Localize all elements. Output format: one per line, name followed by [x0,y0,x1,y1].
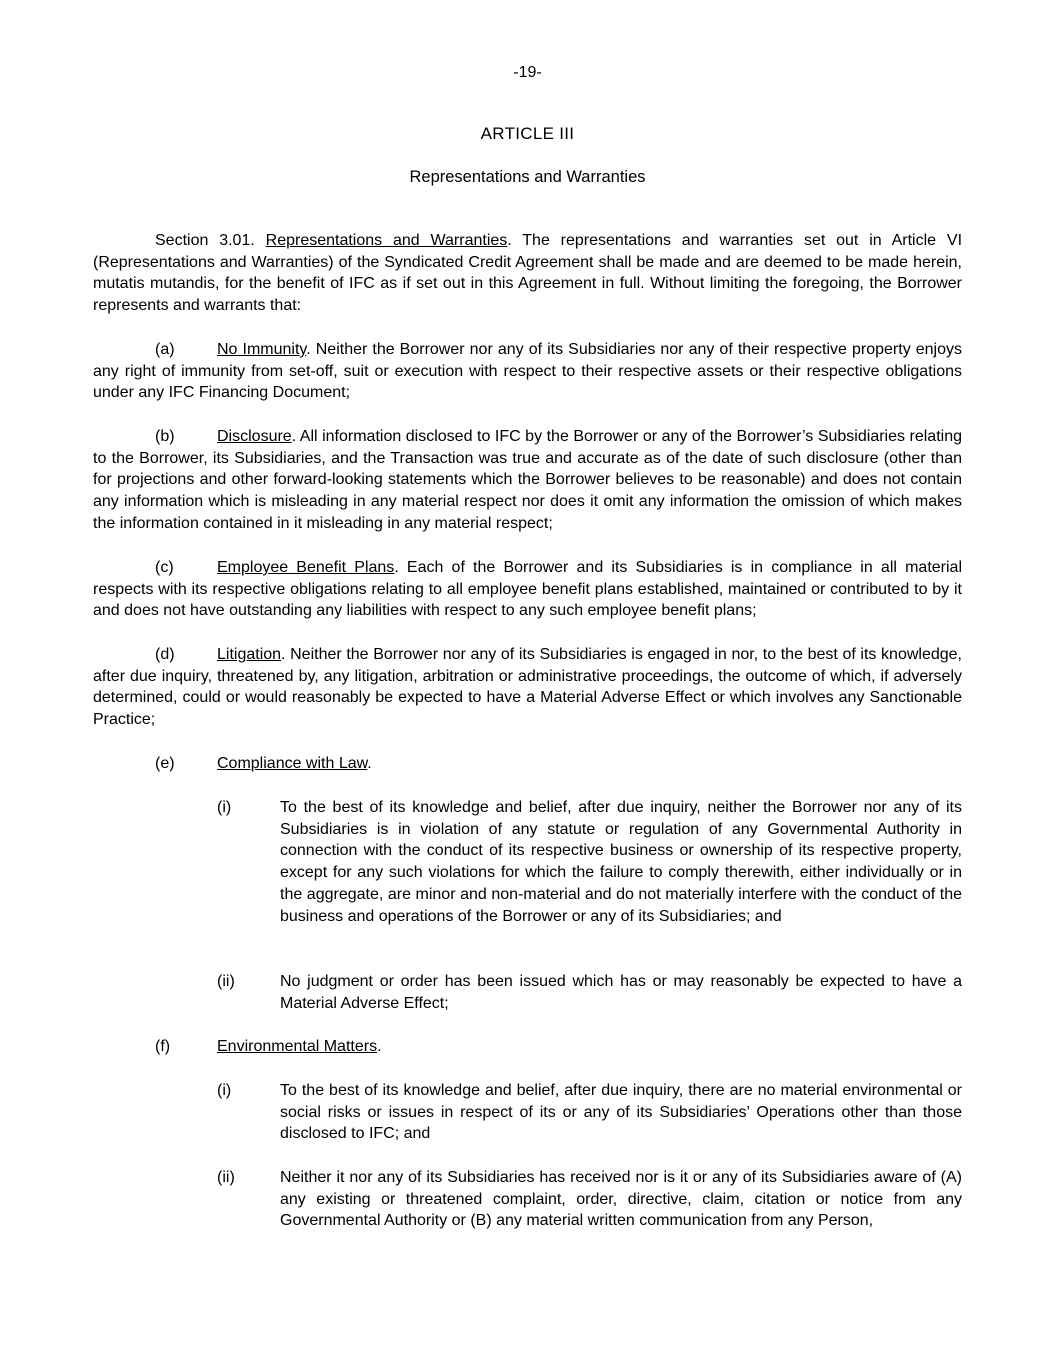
section-3-01-paragraph [93,230,962,317]
item-b-label: (b) [155,428,175,445]
item-e-sub-i [217,797,962,952]
article-subtitle: Representations and Warranties [409,168,646,186]
section-prefix: Section 3.01. [155,232,255,249]
item-f-sub-i [217,1080,962,1150]
item-a-heading: No Immunity [217,341,307,358]
item-e-heading-line [217,753,372,775]
item-c-text: . Each of the Borrower and its Subsidiaries is in compliance in all material respects with its respective obligations relating to all employee benefit plans established, maintained or contributed to by it and does not have outstanding any liabilities with respect to any such employee benefit plans; [93,559,962,620]
item-b-paragraph [93,426,962,535]
item-d-label: (d) [155,646,175,663]
item-f-suffix: . [377,1038,382,1055]
article-title: ARTICLE III [480,124,575,143]
item-f-sub-ii-label: (ii) [217,1169,235,1186]
item-e-heading: Compliance with Law [217,755,368,772]
item-b-text: . All information disclosed to IFC by the Borrower or any of the Borrower’s Subsidiaries relating to the Borrower, its Subsidiaries, and the Transaction was true and accurate as of the date of such disclosure (other than for projections and other forward-looking statements which the Borrower believes to be reasonable) and does not contain any information which is misleading in any material respect nor does it omit any information the omission of which makes the information contained in it misleading in any material respect; [93,428,962,532]
item-f-sub-ii-text: Neither it nor any of its Subsidiaries has received nor is it or any of its Subsidiaries aware of (A) any existing or threatened complaint, order, directive, claim, citation or notice from any Governmental Authority or (B) any material written communication from any Person, [280,1169,962,1230]
item-d-text: . Neither the Borrower nor any of its Subsidiaries is engaged in nor, to the best of its knowledge, after due inquiry, threatened by, any litigation, arbitration or administrative proceedings, the outcome of which, if adversely determined, could or would reasonably be expected to have a Material Adverse Effect or which involves any Sanctionable Practice; [93,646,962,729]
item-e-label: (e) [155,755,175,772]
section-text: . The representations and warranties set out in Article VI (Representations and Warranties) of the Syndicated Credit Agreement shall be made and are deemed to be made herein, mutatis mutandis, for the benefit of IFC as if set out in this Agreement in full. Without limiting the foregoing, the Borrower represents and warrants that: [93,232,963,315]
item-e-sub-ii [217,971,962,1016]
item-f-heading-line [217,1036,382,1058]
item-d-paragraph [93,644,962,731]
page-number: -19- [513,64,542,81]
item-e-sub-i-label: (i) [217,799,232,816]
item-b-heading: Disclosure [217,428,292,445]
item-a-label: (a) [155,341,175,358]
item-e-suffix: . [367,755,372,772]
item-f-heading: Environmental Matters [217,1038,378,1055]
item-e-sub-i-text: To the best of its knowledge and belief, after due inquiry, neither the Borrower nor any of its Subsidiaries is in violation of any statute or regulation of any Governmental Authority in connection with the conduct of its respective business or ownership of its respective property, except for any such violations for which the failure to comply therewith, either individually or in the aggregate, are minor and non-material and do not materially interfere with the conduct of the business and operations of the Borrower or any of its Subsidiaries; and [280,799,962,925]
item-a-text: . Neither the Borrower nor any of its Subsidiaries nor any of their respective property enjoys any right of immunity from set-off, suit or execution with respect to their respective assets or their respective obligations under any IFC Financing Document; [93,341,963,402]
item-c-label: (c) [155,559,174,576]
item-f-sub-ii [217,1167,962,1237]
item-c-heading: Employee Benefit Plans [217,559,395,576]
item-d-heading: Litigation [217,646,282,663]
item-f-sub-i-text: To the best of its knowledge and belief, after due inquiry, there are no material environmental or social risks or issues in respect of its or any of its Subsidiaries’ Operations other than those disclosed to IFC; and [280,1082,962,1143]
item-e-sub-ii-text: No judgment or order has been issued which has or may reasonably be expected to have a Material Adverse Effect; [280,973,962,1012]
item-f-label: (f) [155,1038,171,1055]
item-a-paragraph [93,339,962,404]
section-heading: Representations and Warranties [265,232,508,249]
item-c-paragraph [93,557,962,622]
item-f-sub-i-label: (i) [217,1082,232,1099]
item-e-sub-ii-label: (ii) [217,973,235,990]
